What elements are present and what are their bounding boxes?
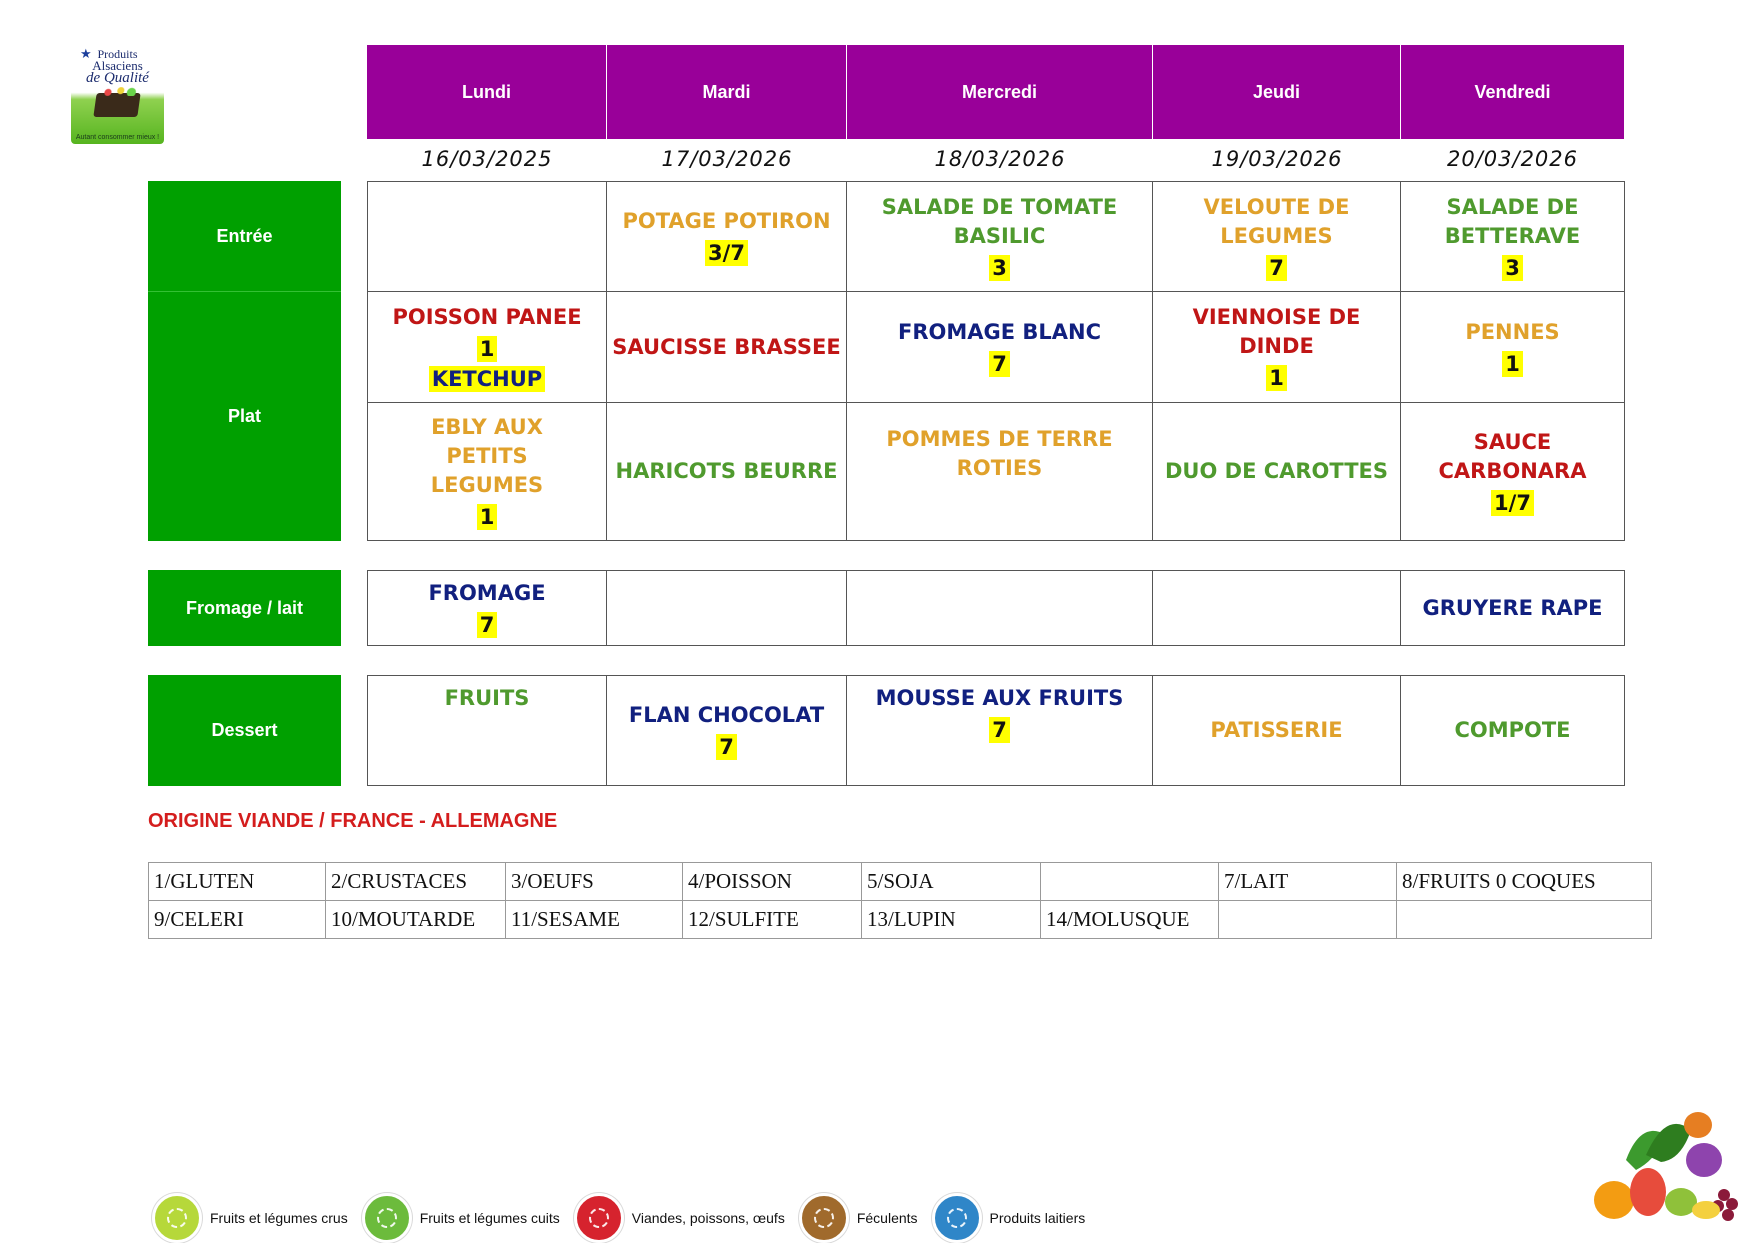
- day-date-mercredi: 18/03/2026: [934, 147, 1066, 171]
- table-cell: 5/SOJA: [862, 863, 1041, 901]
- logo-slogan: Autant consommer mieux !: [75, 134, 160, 141]
- meat-origin-note: ORIGINE VIANDE / FRANCE - ALLEMAGNE: [148, 810, 558, 832]
- menu-cell-plat-jeudi: [1153, 292, 1400, 402]
- logo-line-1: Produits: [97, 47, 138, 61]
- row-label-dessert: Dessert: [148, 675, 341, 786]
- dish-name: SAUCE CARBONARA: [1438, 429, 1587, 483]
- table-cell: 9/CELERI: [149, 901, 326, 939]
- day-header-jeudi: Jeudi: [1153, 45, 1401, 139]
- dish-name: PENNES: [1465, 319, 1560, 344]
- table-cell: [1041, 863, 1219, 901]
- menu-cell-plat-vendredi: [1401, 292, 1624, 402]
- menu-cell-dessert-mardi: [607, 676, 846, 785]
- logo-line-2: Alsaciens: [92, 58, 143, 73]
- allergen-code: 1: [1266, 365, 1287, 391]
- quality-logo: [71, 45, 164, 144]
- legend-label: Fruits et légumes cuits: [419, 1210, 560, 1226]
- day-date-jeudi: 19/03/2026: [1211, 147, 1343, 171]
- dish-name: VIENNOISE DE DINDE: [1192, 305, 1361, 358]
- menu-cell-fromage-lundi: [368, 571, 606, 645]
- dish-name: POISSON PANEE: [392, 304, 582, 329]
- menu-cell-side-mercredi: [847, 403, 1152, 540]
- dish-name: DUO DE CAROTTES: [1164, 459, 1389, 483]
- dish-name: FROMAGE: [428, 580, 546, 605]
- dairy-badge-icon: [932, 1193, 982, 1243]
- table-cell: 13/LUPIN: [862, 901, 1041, 939]
- day-date-lundi: 16/03/2025: [421, 147, 553, 171]
- menu-cell-fromage-vendredi: [1401, 571, 1624, 645]
- dish-name: MOUSSE AUX FRUITS: [875, 686, 1124, 710]
- menu-cell-dessert-mercredi: [847, 676, 1152, 785]
- menu-cell-plat-lundi: [368, 292, 606, 402]
- raw-produce-badge-icon: [152, 1193, 202, 1243]
- dish-name: HARICOTS BEURRE: [615, 459, 838, 483]
- menu-cell-side-vendredi: [1401, 403, 1624, 540]
- allergen-table: [148, 862, 1652, 939]
- legend-item: [799, 1193, 918, 1243]
- allergen-code: 7: [477, 612, 498, 638]
- menu-cell-entree-mardi: [607, 182, 846, 291]
- dish-name: POTAGE POTIRON: [622, 209, 831, 233]
- table-cell: 11/SESAME: [506, 901, 683, 939]
- dish-name: COMPOTE: [1454, 718, 1571, 742]
- day-header-lundi: Lundi: [367, 45, 607, 139]
- table-cell: [1397, 901, 1652, 939]
- day-date-mardi: 17/03/2026: [661, 147, 793, 171]
- table-cell: 10/MOUTARDE: [326, 901, 506, 939]
- allergen-code: 3: [989, 255, 1010, 281]
- protein-badge-icon: [574, 1193, 624, 1243]
- menu-cell-dessert-vendredi: [1401, 676, 1624, 785]
- allergen-code: 1: [477, 504, 498, 530]
- dish-name: EBLY AUX PETITS LEGUMES: [430, 415, 544, 497]
- day-date-vendredi: 20/03/2026: [1446, 147, 1579, 171]
- legend-item: [152, 1193, 348, 1243]
- menu-cell-entree-mercredi: [847, 182, 1152, 291]
- dish-name: GRUYERE RAPE: [1422, 595, 1603, 620]
- dish-name: SALADE DE TOMATE BASILIC: [881, 194, 1118, 248]
- allergen-code: 7: [989, 351, 1010, 377]
- row-label-entree: Entrée: [148, 181, 341, 291]
- legend-item: [362, 1193, 560, 1243]
- legend-label: Viandes, poissons, œufs: [631, 1210, 785, 1226]
- menu-cell-entree-lundi: [368, 182, 606, 291]
- dish-name: SAUCISSE BRASSEE: [612, 334, 841, 359]
- dish-name: PATISSERIE: [1210, 718, 1343, 742]
- table-cell: 7/LAIT: [1219, 863, 1397, 901]
- star-icon: ★: [80, 46, 92, 61]
- legend-label: Produits laitiers: [989, 1210, 1086, 1226]
- table-cell: 14/MOLUSQUE: [1041, 901, 1219, 939]
- day-header-mardi: Mardi: [607, 45, 847, 139]
- allergen-code: 7: [989, 717, 1010, 743]
- menu-cell-side-lundi: [368, 403, 606, 540]
- allergen-code: 7: [716, 734, 737, 760]
- garden-icon: [93, 93, 140, 117]
- dish-name: VELOUTE DE LEGUMES: [1203, 194, 1350, 248]
- menu-cell-side-mardi: [607, 403, 846, 540]
- legend-label: Fruits et légumes crus: [210, 1210, 348, 1226]
- logo-line-3: de Qualité: [86, 70, 149, 86]
- menu-cell-entree-jeudi: [1153, 182, 1400, 291]
- day-header-vendredi: Vendredi: [1401, 45, 1624, 139]
- allergen-code: 3/7: [705, 240, 748, 266]
- menu-cell-plat-mardi: [607, 292, 846, 402]
- food-category-legend: [152, 1193, 1099, 1243]
- allergen-code: 7: [1266, 255, 1287, 281]
- menu-cell-dessert-lundi: [368, 676, 606, 785]
- grid-line: [606, 570, 607, 646]
- table-cell: 2/CRUSTACES: [326, 863, 506, 901]
- row-label-fromage: Fromage / lait: [148, 570, 341, 646]
- allergen-code: 1: [477, 336, 498, 362]
- grid-line: [846, 570, 847, 646]
- menu-cell-entree-vendredi: [1401, 182, 1624, 291]
- menu-cell-plat-mercredi: [847, 292, 1152, 402]
- cooked-produce-badge-icon: [362, 1193, 412, 1243]
- table-cell: [1219, 901, 1397, 939]
- grid-line: [1152, 570, 1153, 646]
- allergen-code: 1/7: [1491, 490, 1534, 516]
- fruits-vegetables-illustration: [1586, 1100, 1746, 1225]
- row-label-plat: Plat: [148, 292, 341, 541]
- table-cell: 12/SULFITE: [683, 901, 862, 939]
- dish-name: SALADE DE BETTERAVE: [1444, 194, 1581, 248]
- dish-name: FLAN CHOCOLAT: [628, 703, 825, 727]
- table-cell: 8/FRUITS 0 COQUES: [1397, 863, 1652, 901]
- legend-label: Féculents: [856, 1210, 918, 1226]
- day-header-mercredi: Mercredi: [847, 45, 1153, 139]
- table-row: [149, 901, 1652, 939]
- starch-badge-icon: [799, 1193, 849, 1243]
- table-cell: 4/POISSON: [683, 863, 862, 901]
- legend-item: [932, 1193, 1086, 1243]
- menu-cell-dessert-jeudi: [1153, 676, 1400, 785]
- table-cell: 3/OEUFS: [506, 863, 683, 901]
- dish-name: POMMES DE TERRE ROTIES: [886, 427, 1113, 480]
- menu-cell-side-jeudi: [1153, 403, 1400, 540]
- allergen-code: 1: [1502, 351, 1523, 377]
- dish-name: FRUITS: [444, 686, 530, 710]
- table-cell: 1/GLUTEN: [149, 863, 326, 901]
- dish-name: FROMAGE BLANC: [897, 319, 1102, 344]
- allergen-code: 3: [1502, 255, 1523, 281]
- dish-extra: KETCHUP: [429, 366, 545, 392]
- table-row: [149, 863, 1652, 901]
- legend-item: [574, 1193, 785, 1243]
